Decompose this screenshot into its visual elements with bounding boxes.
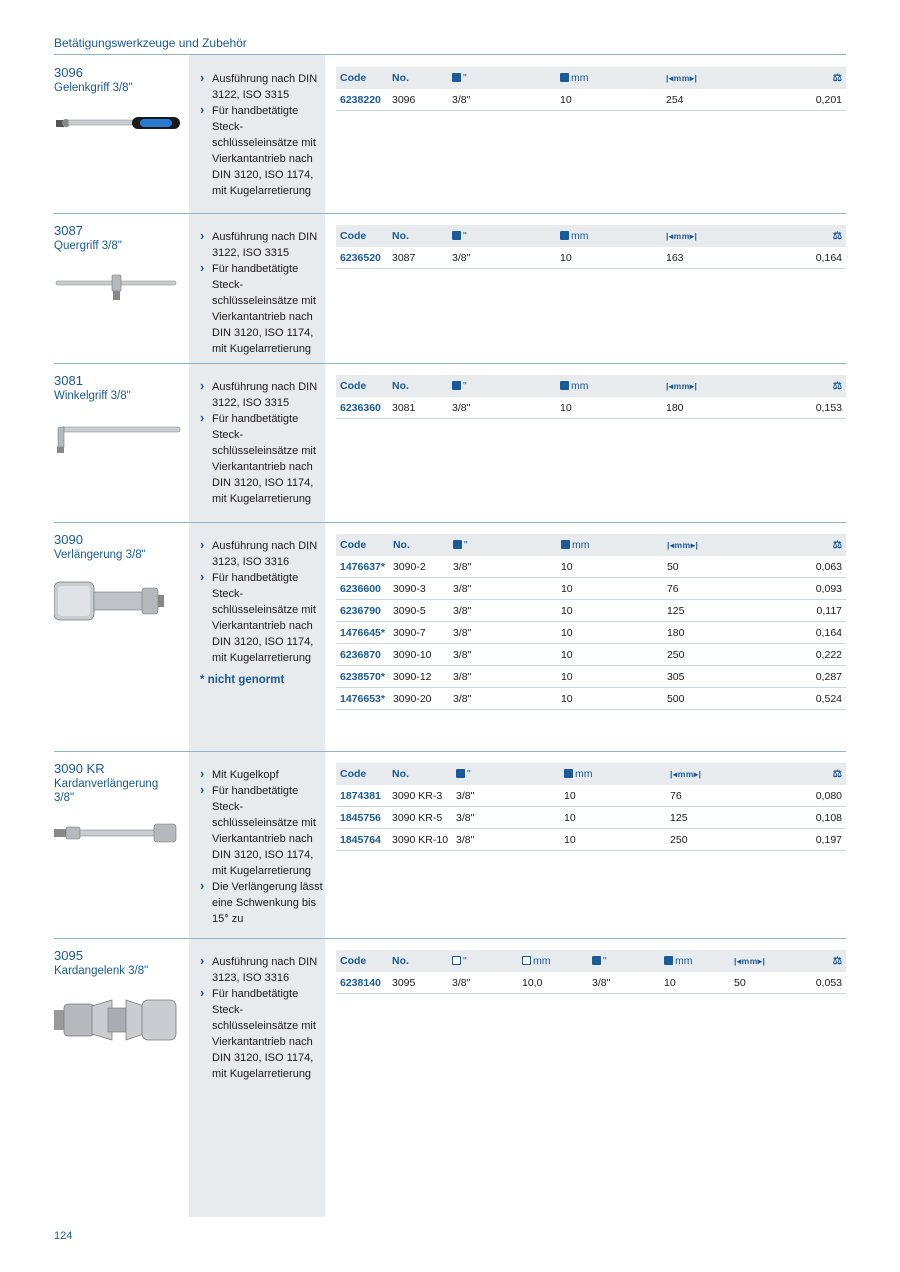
col-length: [662, 225, 760, 247]
col-drive-inch: ": [448, 225, 556, 247]
col-length: [662, 67, 760, 89]
spec-table: [336, 375, 846, 419]
square-drive-icon: [453, 540, 462, 549]
product-subtitle: Gelenkgriff 3/8": [54, 82, 133, 94]
cell-weight: 0,164: [760, 247, 846, 269]
square-drive-icon: [592, 956, 601, 965]
cell-weight: 0,524: [761, 688, 846, 710]
feature-item: › Ausführung nach DIN 3123, ISO 3316: [200, 954, 325, 986]
cell-mm: 10: [557, 556, 663, 578]
col-length: [662, 375, 760, 397]
length-icon: |◂mm▸|: [666, 231, 698, 241]
section-rule: [54, 213, 846, 214]
cell-code: 6238140: [336, 972, 388, 994]
cell-length: 163: [662, 247, 760, 269]
col-drive-mm: mm: [660, 950, 730, 972]
cell-code: 6236870: [336, 644, 389, 666]
cell-inch: 3/8": [449, 622, 557, 644]
cell-length: 254: [662, 89, 760, 111]
length-icon: |◂mm▸|: [666, 73, 698, 83]
spec-table: [336, 534, 846, 710]
col-no: No.: [388, 763, 452, 785]
col-drive-mm: mm: [556, 375, 662, 397]
cell-mm: 10: [557, 666, 663, 688]
col-weight: [762, 763, 846, 785]
cell-weight: 0,197: [762, 829, 846, 851]
cell-length: 76: [663, 578, 761, 600]
cell-inch: 3/8": [452, 785, 560, 807]
col-socket-inch: ": [448, 950, 518, 972]
product-section-3087: [54, 213, 846, 363]
cell-drive-inch: 3/8": [588, 972, 660, 994]
page-header: Betätigungswerkzeuge und Zubehör: [54, 36, 247, 50]
cell-no: 3090 KR-5: [388, 807, 452, 829]
col-code: Code: [336, 763, 388, 785]
col-weight: [792, 950, 846, 972]
cell-code: 1476637*: [336, 556, 389, 578]
cell-mm: 10: [557, 644, 663, 666]
col-drive-inch: ": [588, 950, 660, 972]
product-subtitle: Quergriff 3/8": [54, 240, 122, 252]
col-drive-mm: mm: [560, 763, 666, 785]
cell-inch: 3/8": [449, 644, 557, 666]
square-drive-icon: [564, 769, 573, 778]
product-section-3090: [54, 522, 846, 751]
cell-length: 305: [663, 666, 761, 688]
weight-icon: ⚖: [832, 955, 842, 967]
col-code: Code: [336, 950, 388, 972]
product-section-3081: [54, 363, 846, 522]
col-weight: [760, 225, 846, 247]
col-drive-mm: mm: [557, 534, 663, 556]
feature-list: [200, 954, 325, 1082]
col-no: No.: [388, 67, 448, 89]
cell-code: 6236790: [336, 600, 389, 622]
feature-item: › Für handbetätigte Steckschlüsseleinsätze mit Vierkantantrieb nach DIN 3120, ISO 1174, mit Kugelarretierung: [200, 103, 325, 199]
cell-weight: 0,093: [761, 578, 846, 600]
length-icon: |◂mm▸|: [666, 381, 698, 391]
cell-inch: 3/8": [449, 556, 557, 578]
product-subtitle: Verlängerung 3/8": [54, 549, 146, 561]
cell-length: 125: [663, 600, 761, 622]
table-row: [336, 688, 846, 710]
cell-mm: 10: [560, 807, 666, 829]
product-title: 3096: [54, 65, 83, 80]
feature-list: [200, 229, 325, 357]
product-subtitle: Kardanverlängerung 3/8": [54, 778, 159, 804]
cell-socket-inch: 3/8": [448, 972, 518, 994]
section-rule: [54, 751, 846, 752]
col-drive-inch: ": [448, 375, 556, 397]
col-no: No.: [389, 534, 449, 556]
product-title: 3090: [54, 532, 83, 547]
cell-drive-mm: 10: [660, 972, 730, 994]
cell-weight: 0,164: [761, 622, 846, 644]
table-row: [336, 829, 846, 851]
table-row: [336, 600, 846, 622]
cell-no: 3090-20: [389, 688, 449, 710]
feature-item: › Ausführung nach DIN 3122, ISO 3315: [200, 379, 325, 411]
table-row: [336, 397, 846, 419]
cell-code: 6238570*: [336, 666, 389, 688]
feature-item: › Ausführung nach DIN 3122, ISO 3315: [200, 71, 325, 103]
t-handle-image: [54, 271, 184, 305]
cell-no: 3090 KR-3: [388, 785, 452, 807]
cell-length: 250: [666, 829, 762, 851]
cell-mm: 10: [557, 600, 663, 622]
ratchet-handle-image: [54, 113, 184, 133]
table-row: [336, 972, 846, 994]
product-section-3096: [54, 55, 846, 213]
table-row: [336, 622, 846, 644]
spec-table: [336, 225, 846, 269]
col-drive-inch: ": [452, 763, 560, 785]
square-socket-icon: [452, 956, 461, 965]
cell-mm: 10: [557, 622, 663, 644]
col-weight: [760, 375, 846, 397]
spec-table: [336, 950, 846, 994]
cell-no: 3090-2: [389, 556, 449, 578]
cell-socket-mm: 10,0: [518, 972, 588, 994]
page-number: 124: [54, 1230, 73, 1242]
universal-joint-image: [54, 994, 180, 1046]
cell-no: 3090-10: [389, 644, 449, 666]
feature-item: › Mit Kugelkopf: [200, 767, 325, 783]
cell-length: 180: [663, 622, 761, 644]
cell-no: 3096: [388, 89, 448, 111]
col-length: [730, 950, 792, 972]
weight-icon: ⚖: [832, 72, 842, 84]
square-drive-icon: [456, 769, 465, 778]
table-row: [336, 644, 846, 666]
table-row: [336, 247, 846, 269]
cell-no: 3081: [388, 397, 448, 419]
cell-weight: 0,108: [762, 807, 846, 829]
col-no: No.: [388, 950, 448, 972]
table-row: [336, 807, 846, 829]
cell-code: 1476653*: [336, 688, 389, 710]
feature-list: [200, 379, 325, 507]
col-drive-mm: mm: [556, 225, 662, 247]
col-socket-mm: mm: [518, 950, 588, 972]
feature-item: › Ausführung nach DIN 3123, ISO 3316: [200, 538, 325, 570]
cell-no: 3090-3: [389, 578, 449, 600]
feature-item: › Ausführung nach DIN 3122, ISO 3315: [200, 229, 325, 261]
extension-bar-image: [54, 578, 166, 624]
cell-inch: 3/8": [448, 89, 556, 111]
cell-inch: 3/8": [449, 666, 557, 688]
cell-length: 50: [663, 556, 761, 578]
feature-list: [200, 538, 325, 688]
feature-list: [200, 71, 325, 199]
cell-length: 500: [663, 688, 761, 710]
cell-weight: 0,287: [761, 666, 846, 688]
product-title: 3090 KR: [54, 761, 105, 776]
table-row: [336, 89, 846, 111]
cell-inch: 3/8": [452, 829, 560, 851]
cell-length: 250: [663, 644, 761, 666]
angle-handle-image: [54, 421, 184, 457]
cell-weight: 0,222: [761, 644, 846, 666]
cell-weight: 0,080: [762, 785, 846, 807]
feature-item: › Für handbetätigte Steckschlüsseleinsätze mit Vierkantantrieb nach DIN 3120, ISO 1174, mit Kugelarretierung: [200, 570, 325, 666]
length-icon: |◂mm▸|: [670, 769, 702, 779]
cell-mm: 10: [557, 688, 663, 710]
square-drive-icon: [561, 540, 570, 549]
square-drive-icon: [664, 956, 673, 965]
col-drive-inch: ": [448, 67, 556, 89]
cell-length: 50: [730, 972, 792, 994]
cell-mm: 10: [560, 829, 666, 851]
feature-item: › Für handbetätigte Steckschlüsseleinsätze mit Vierkantantrieb nach DIN 3120, ISO 1174, mit Kugelarretierung: [200, 261, 325, 357]
cell-no: 3090-5: [389, 600, 449, 622]
section-rule: [54, 938, 846, 939]
cell-code: 6236360: [336, 397, 388, 419]
table-row: [336, 578, 846, 600]
col-code: Code: [336, 375, 388, 397]
table-row: [336, 785, 846, 807]
square-drive-icon: [560, 73, 569, 82]
weight-icon: ⚖: [832, 539, 842, 551]
length-icon: |◂mm▸|: [666, 540, 699, 550]
cell-mm: 10: [556, 247, 662, 269]
cell-mm: 10: [556, 397, 662, 419]
col-weight: [761, 534, 846, 556]
cell-mm: 10: [560, 785, 666, 807]
cardan-extension-image: [54, 821, 180, 845]
section-rule: [54, 522, 846, 523]
col-code: Code: [336, 225, 388, 247]
spec-table: [336, 763, 846, 851]
section-rule: [54, 363, 846, 364]
table-row: [336, 666, 846, 688]
cell-code: 1845764: [336, 829, 388, 851]
cell-code: 1874381: [336, 785, 388, 807]
feature-item: › Für handbetätigte Steckschlüsseleinsätze mit Vierkantantrieb nach DIN 3120, ISO 1174, mit Kugelarretierung: [200, 411, 325, 507]
cell-code: 6236520: [336, 247, 388, 269]
cell-code: 1476645*: [336, 622, 389, 644]
col-no: No.: [388, 225, 448, 247]
cell-no: 3090-12: [389, 666, 449, 688]
col-length: [663, 534, 761, 556]
table-row: [336, 556, 846, 578]
col-length: [666, 763, 762, 785]
cell-length: 125: [666, 807, 762, 829]
weight-icon: ⚖: [832, 768, 842, 780]
cell-code: 6236600: [336, 578, 389, 600]
product-section-3095: [54, 938, 846, 1218]
cell-weight: 0,053: [792, 972, 846, 994]
cell-mm: 10: [557, 578, 663, 600]
product-title: 3087: [54, 223, 83, 238]
spec-table: [336, 67, 846, 111]
col-code: Code: [336, 534, 389, 556]
col-drive-mm: mm: [556, 67, 662, 89]
length-icon: |◂mm▸|: [734, 956, 766, 966]
square-drive-icon: [452, 381, 461, 390]
col-drive-inch: ": [449, 534, 557, 556]
cell-no: 3095: [388, 972, 448, 994]
product-title: 3095: [54, 948, 83, 963]
cell-weight: 0,153: [760, 397, 846, 419]
square-drive-icon: [560, 231, 569, 240]
col-code: Code: [336, 67, 388, 89]
footnote: * nicht genormt: [200, 674, 285, 686]
weight-icon: ⚖: [832, 230, 842, 242]
product-subtitle: Kardangelenk 3/8": [54, 965, 149, 977]
cell-inch: 3/8": [448, 247, 556, 269]
feature-item: › Für handbetätigte Steckschlüsseleinsätze mit Vierkantantrieb nach DIN 3120, ISO 1174, mit Kugelarretierung: [200, 986, 325, 1082]
cell-weight: 0,117: [761, 600, 846, 622]
square-drive-icon: [560, 381, 569, 390]
cell-inch: 3/8": [449, 600, 557, 622]
square-drive-icon: [452, 231, 461, 240]
cell-mm: 10: [556, 89, 662, 111]
col-no: No.: [388, 375, 448, 397]
cell-inch: 3/8": [452, 807, 560, 829]
cell-no: 3090 KR-10: [388, 829, 452, 851]
weight-icon: ⚖: [832, 380, 842, 392]
col-weight: [760, 67, 846, 89]
feature-item: › Die Verlängerung lässt eine Schwenkung bis 15° zu: [200, 879, 325, 927]
cell-no: 3087: [388, 247, 448, 269]
product-section-3090-kr: [54, 751, 846, 938]
cell-weight: 0,063: [761, 556, 846, 578]
cell-length: 180: [662, 397, 760, 419]
cell-inch: 3/8": [449, 688, 557, 710]
square-socket-icon: [522, 956, 531, 965]
feature-list: [200, 767, 325, 927]
cell-code: 6238220: [336, 89, 388, 111]
cell-code: 1845756: [336, 807, 388, 829]
product-subtitle: Winkelgriff 3/8": [54, 390, 131, 402]
square-drive-icon: [452, 73, 461, 82]
product-title: 3081: [54, 373, 83, 388]
cell-weight: 0,201: [760, 89, 846, 111]
feature-item: › Für handbetätigte Steckschlüsseleinsätze mit Vierkantantrieb nach DIN 3120, ISO 1174, mit Kugelarretierung: [200, 783, 325, 879]
cell-inch: 3/8": [449, 578, 557, 600]
cell-length: 76: [666, 785, 762, 807]
cell-no: 3090-7: [389, 622, 449, 644]
cell-inch: 3/8": [448, 397, 556, 419]
